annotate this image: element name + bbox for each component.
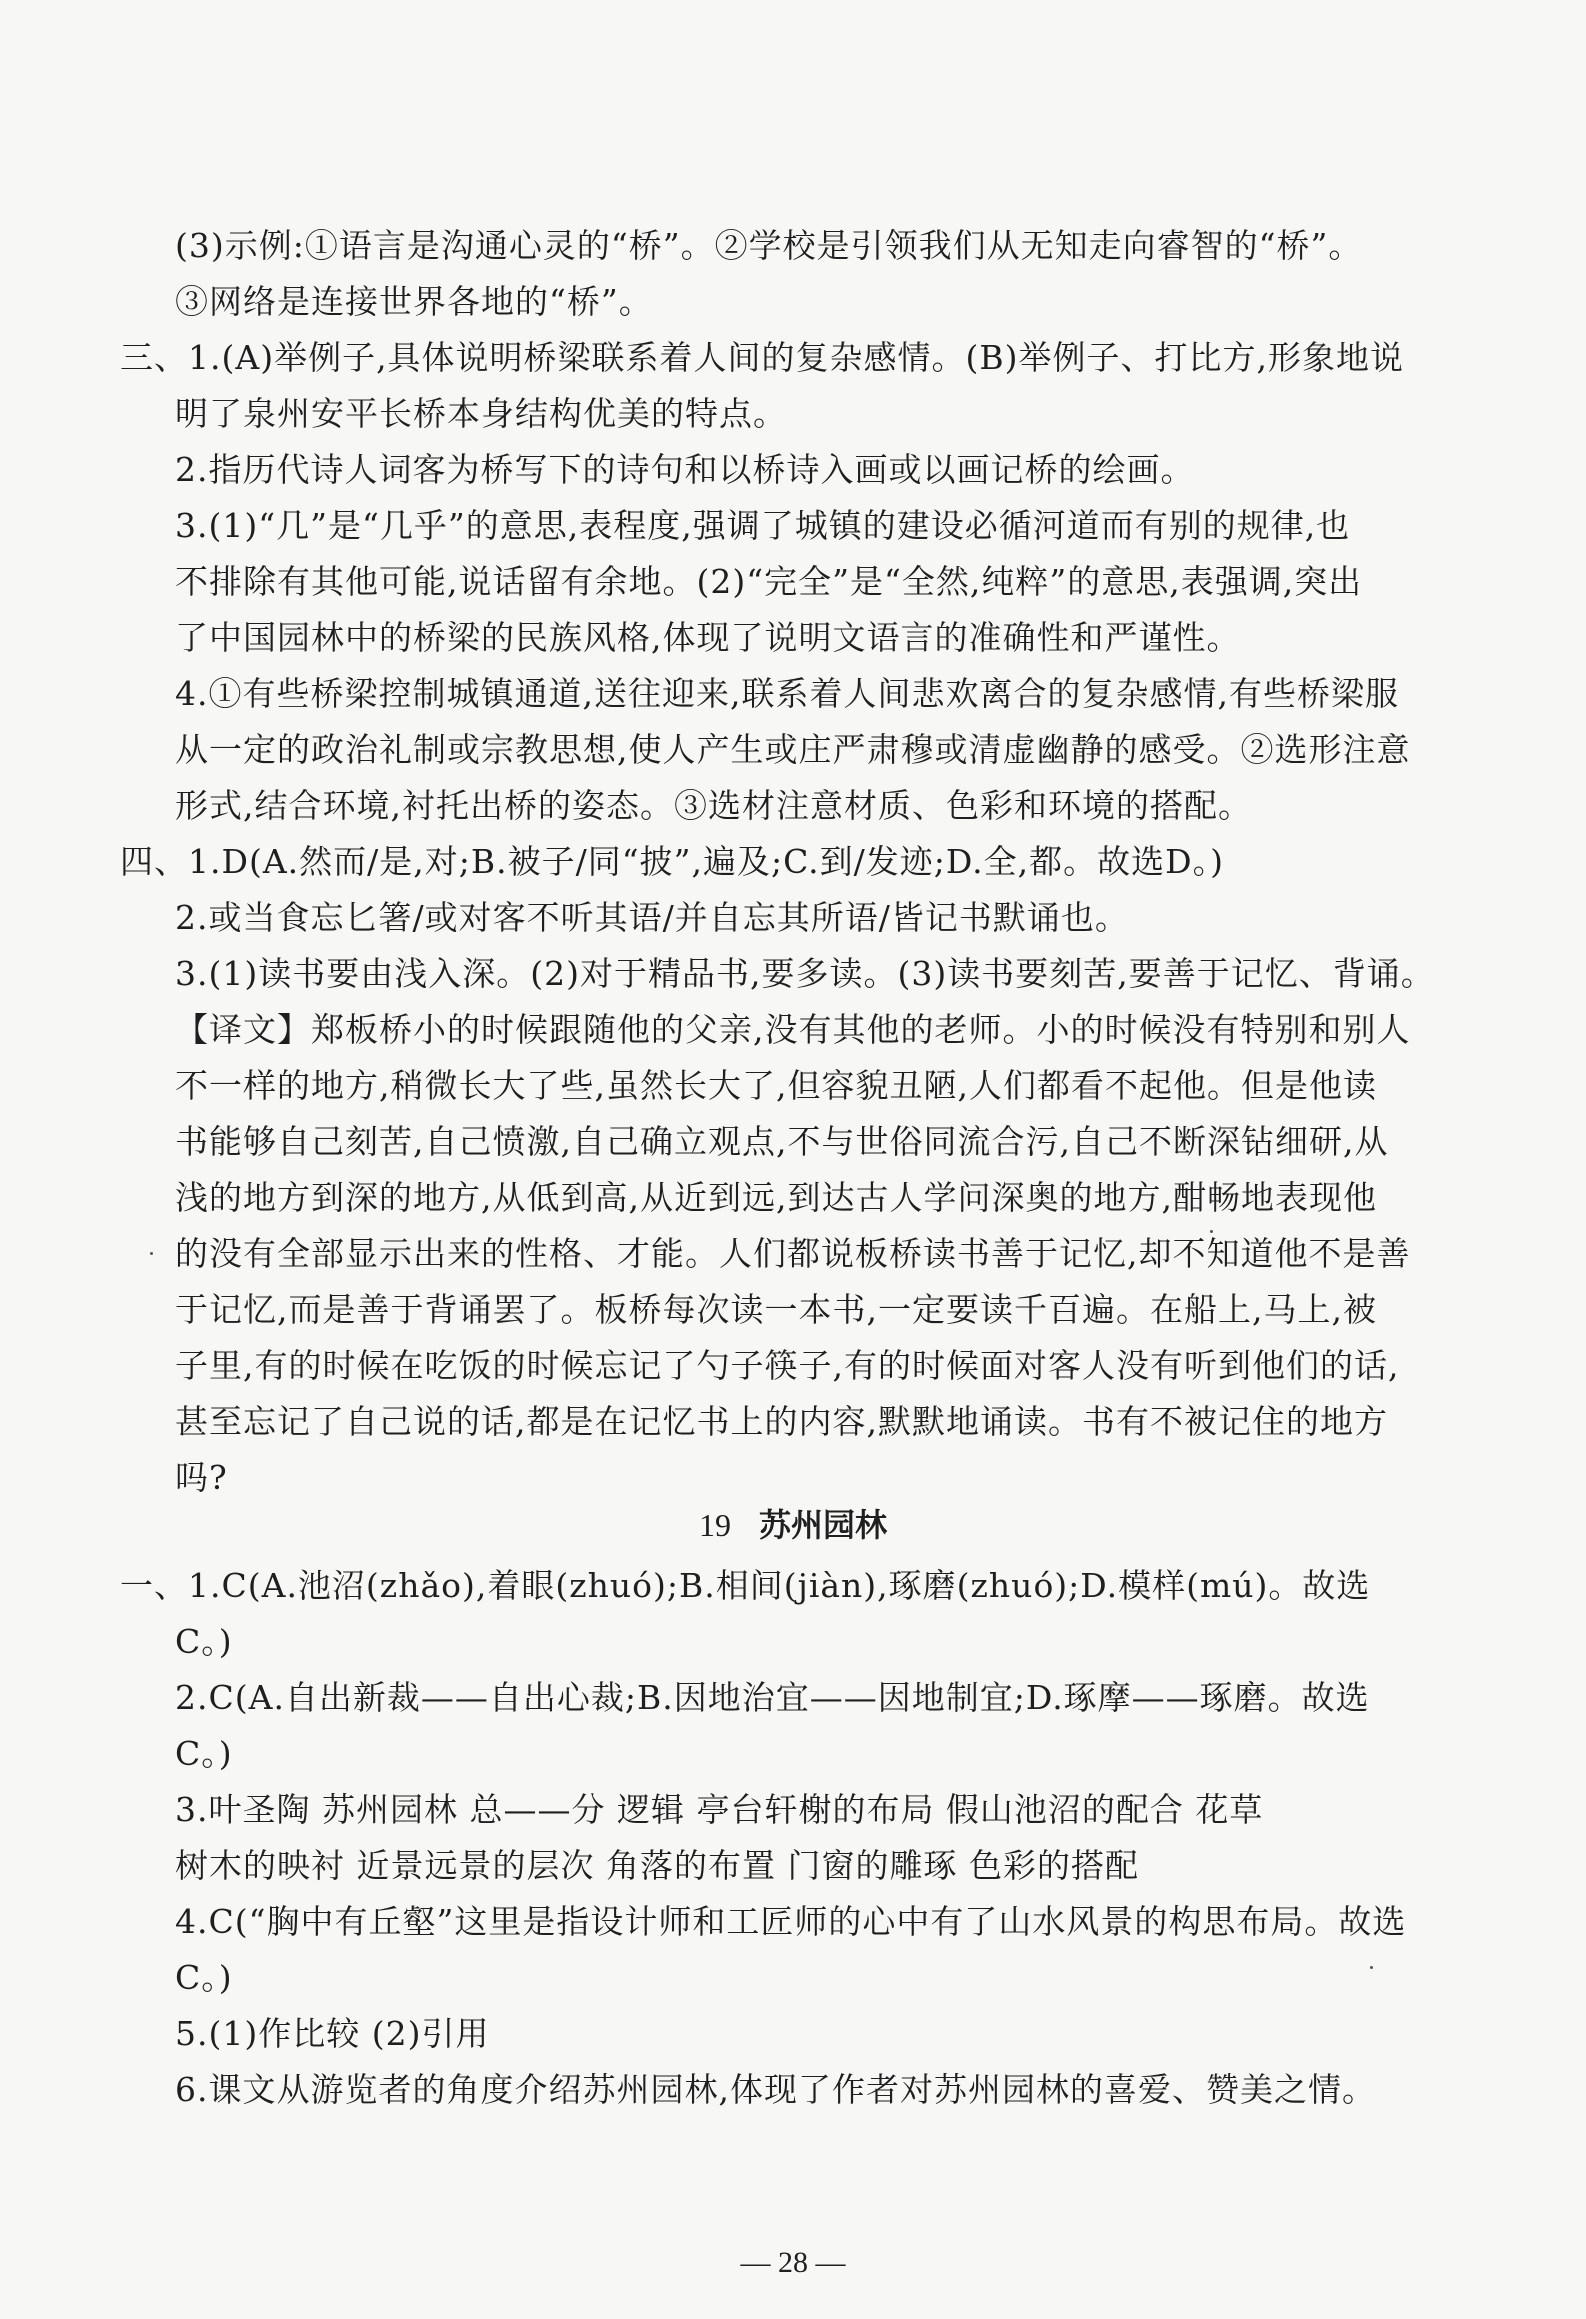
scan-speck: [1210, 1230, 1213, 1233]
text-line: 不排除有其他可能,说话留有余地。(2)“完全”是“全然,纯粹”的意思,表强调,突出: [175, 562, 1363, 601]
text-line: 树木的映衬 近景远景的层次 角落的布置 门窗的雕琢 色彩的搭配: [175, 1846, 1139, 1885]
scan-speck: [1370, 1966, 1373, 1969]
text-line: C。): [175, 1622, 233, 1661]
scan-speck: [150, 1252, 153, 1255]
text-line: 2.或当食忘匕箸/或对客不听其语/并自忘其所语/皆记书默诵也。: [175, 898, 1129, 937]
translation-line: 吗?: [175, 1458, 228, 1497]
text-line: C。): [175, 1734, 233, 1773]
translation-line: 书能够自己刻苦,自己愤激,自己确立观点,不与世俗同流合污,自己不断深钻细研,从: [175, 1122, 1389, 1161]
text-line: 从一定的政治礼制或宗教思想,使人产生或庄严肃穆或清虚幽静的感受。②选形注意: [175, 730, 1411, 769]
text-line: 一、1.C(A.池沼(zhǎo),着眼(zhuó);B.相间(jiàn),琢磨(zhuó);D.模样(mú)。故选: [120, 1566, 1371, 1605]
text-line: 3.(1)“几”是“几乎”的意思,表程度,强调了城镇的建设必循河道而有别的规律,也: [175, 506, 1351, 545]
translation-line: 子里,有的时候在吃饭的时候忘记了勺子筷子,有的时候面对客人没有听到他们的话,: [175, 1346, 1400, 1385]
text-line: 了中国园林中的桥梁的民族风格,体现了说明文语言的准确性和严谨性。: [175, 618, 1241, 657]
text-line: 4.①有些桥梁控制城镇通道,送往迎来,联系着人间悲欢离合的复杂感情,有些桥梁服: [175, 674, 1399, 713]
text-line: 4.C(“胸中有丘壑”这里是指设计师和工匠师的心中有了山水风景的构思布局。故选: [175, 1902, 1407, 1941]
text-line: 形式,结合环境,衬托出桥的姿态。③选材注意材质、色彩和环境的搭配。: [175, 786, 1252, 825]
section-number: 19: [698, 1507, 731, 1543]
section-title: 苏州园林: [758, 1506, 887, 1544]
text-line: ③网络是连接世界各地的“桥”。: [175, 282, 653, 321]
text-line: (3)示例:①语言是沟通心灵的“桥”。②学校是引领我们从无知走向睿智的“桥”。: [175, 226, 1363, 265]
text-line: 3.叶圣陶 苏州园林 总——分 逻辑 亭台轩榭的布局 假山池沼的配合 花草: [175, 1790, 1264, 1829]
page-number: — 28 —: [740, 2246, 846, 2279]
translation-line: 于记忆,而是善于背诵罢了。板桥每次读一本书,一定要读千百遍。在船上,马上,被: [175, 1290, 1377, 1329]
text-line: 四、1.D(A.然而/是,对;B.被子/同“披”,遍及;C.到/发迹;D.全,都。故选D。): [120, 842, 1224, 881]
translation-line: 浅的地方到深的地方,从低到高,从近到远,到达古人学问深奥的地方,酣畅地表现他: [175, 1178, 1377, 1217]
text-line: 2.指历代诗人词客为桥写下的诗句和以桥诗入画或以画记桥的绘画。: [175, 450, 1195, 489]
translation-line: 甚至忘记了自己说的话,都是在记忆书上的内容,默默地诵读。书有不被记住的地方: [175, 1402, 1388, 1441]
text-line: 6.课文从游览者的角度介绍苏州园林,体现了作者对苏州园林的喜爱、赞美之情。: [175, 2070, 1376, 2109]
text-line: C。): [175, 1958, 233, 1997]
text-line: 明了泉州安平长桥本身结构优美的特点。: [175, 394, 787, 433]
translation-line: 不一样的地方,稍微长大了些,虽然长大了,但容貌丑陋,人们都看不起他。但是他读: [175, 1066, 1377, 1105]
text-line: 三、1.(A)举例子,具体说明桥梁联系着人间的复杂感情。(B)举例子、打比方,形象地说: [120, 338, 1405, 377]
translation-line: 的没有全部显示出来的性格、才能。人们都说板桥读书善于记忆,却不知道他不是善: [175, 1234, 1411, 1273]
section-heading: [0, 1505, 1586, 1545]
text-line: 3.(1)读书要由浅入深。(2)对于精品书,要多读。(3)读书要刻苦,要善于记忆、背诵。: [175, 954, 1435, 993]
text-line: 5.(1)作比较 (2)引用: [175, 2014, 490, 2053]
text-line: 2.C(A.自出新裁——自出心裁;B.因地治宜——因地制宜;D.琢摩——琢磨。故选: [175, 1678, 1370, 1717]
translation-line: 【译文】郑板桥小的时候跟随他的父亲,没有其他的老师。小的时候没有特别和别人: [175, 1010, 1411, 1049]
